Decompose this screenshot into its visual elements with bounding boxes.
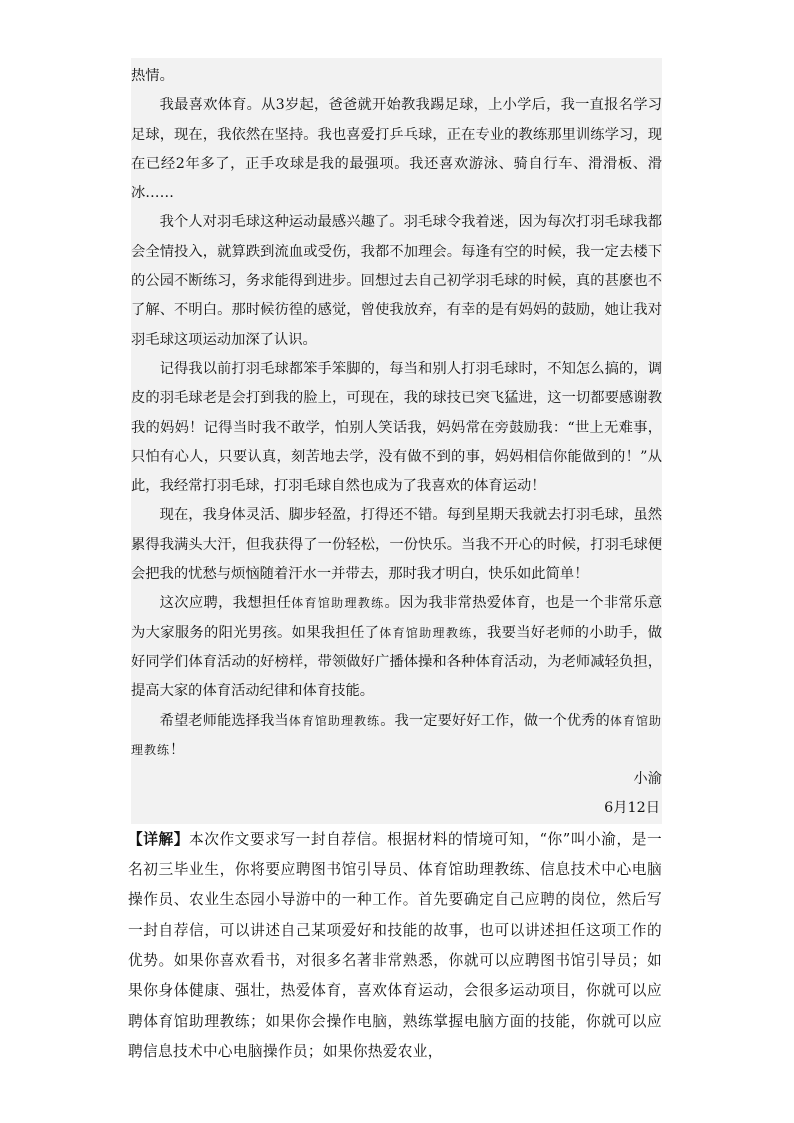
essay-paragraph-3: 记得我以前打羽毛球都笨手笨脚的，每当和别人打羽毛球时，不知怎么搞的，调皮的羽毛球老是会打到我的脸上，可现在，我的球技已突飞猛进，这一切都要感谢教我的妈妈！记得当时我不敢学，怕别人笑话我，妈妈常在旁鼓励我：“世上无难事，只怕有心人，只要认真，刻苦地去学，没有做不到的事，妈妈相信你能做到的！”从此，我经常打羽毛球，打羽毛球自然也成为了我喜欢的体育运动！ <box>131 360 662 495</box>
letter-date: 6月12日 <box>604 800 660 817</box>
analysis-text: 本次作文要求写一封自荐信。根据材料的情境可知，“你”叫小渝，是一名初三毕业生，你将要应聘图书馆引导员、体育馆助理教练、信息技术中心电脑操作员、农业生态园小导游中的一种工作。首先要确定自己应聘的岗位，然后写一封自荐信，可以讲述自己某项爱好和技能的故事，也可以讲述担任这项工作的优势。如果你喜欢看书，对很多名著非常熟悉，你就可以应聘图书馆引导员；如果你身体健康、强壮，热爱体育，喜欢体育运动，会很多运动项目，你就可以应聘体育馆助理教练；如果你会操作电脑，熟练掌握电脑方面的技能，你就可以应聘信息技术中心电脑操作员；如果你热爱农业， <box>128 830 663 1060</box>
job-title: 体育馆助理教练 <box>288 713 381 728</box>
essay-paragraph-1: 我最喜欢体育。从3岁起，爸爸就开始教我踢足球，上小学后，我一直报名学习足球，现在，我依然在坚持。我也喜爱打乒乓球，正在专业的教练那里训练学习，现在已经2年多了，正手攻球是我的最强项。我还喜欢游泳、骑自行车、滑滑板、滑冰…… <box>131 97 662 202</box>
text-segment: ，我要当好老师的小助手，做好同学们体育活动的好榜样，带领做好广播体操和各种体育活动，为老师减轻负担，提高大家的体育活动纪律和体育技能。 <box>131 624 662 700</box>
analysis-label: 【详解】 <box>128 830 189 848</box>
essay-paragraph-2: 我个人对羽毛球这种运动最感兴趣了。羽毛球令我着迷，因为每次打羽毛球我都会全情投入，就算跌到流血或受伤，我都不加理会。每逢有空的时候，我一定去楼下的公园不断练习，务求能得到进步。回想过去自己初学羽毛球的时候，真的甚麽也不了解、不明白。那时候彷徨的感觉，曾使我放弃，有幸的是有妈妈的鼓励，她让我对羽毛球这项运动加深了认识。 <box>131 214 662 348</box>
essay-line-continuation: 热情。 <box>131 68 174 84</box>
text-segment: 。我一定要好好工作，做一个优秀的 <box>380 712 610 729</box>
essay-body <box>131 58 662 824</box>
job-title: 体育馆助理教练 <box>291 596 385 611</box>
signature: 小渝 <box>633 771 662 788</box>
text-segment: 。因为我非常热爱体育，也是一个非常乐意为大家服务的阳光男孩。如果我担任了 <box>131 595 663 641</box>
analysis-section <box>128 824 662 1067</box>
text-segment: ！ <box>170 741 185 758</box>
essay-paragraph-4: 现在，我身体灵活、脚步轻盈，打得还不错。每到星期天我就去打羽毛球，虽然累得我满头大汗，但我获得了一份轻松，一份快乐。当我不开心的时候，打羽毛球便会把我的忧愁与烦恼随着汗水一并带去，那时我才明白，快乐如此简单！ <box>131 507 662 583</box>
job-title: 体育馆助理教练 <box>131 713 663 757</box>
job-title: 体育馆助理教练 <box>379 625 473 640</box>
text-segment: 希望老师能选择我当 <box>159 712 289 729</box>
text-segment: 这次应聘，我想担任 <box>159 595 292 612</box>
essay-paragraph-6 <box>131 707 662 766</box>
document-page <box>128 58 663 1067</box>
essay-paragraph-5 <box>131 589 662 706</box>
analysis-paragraph <box>128 825 662 1067</box>
